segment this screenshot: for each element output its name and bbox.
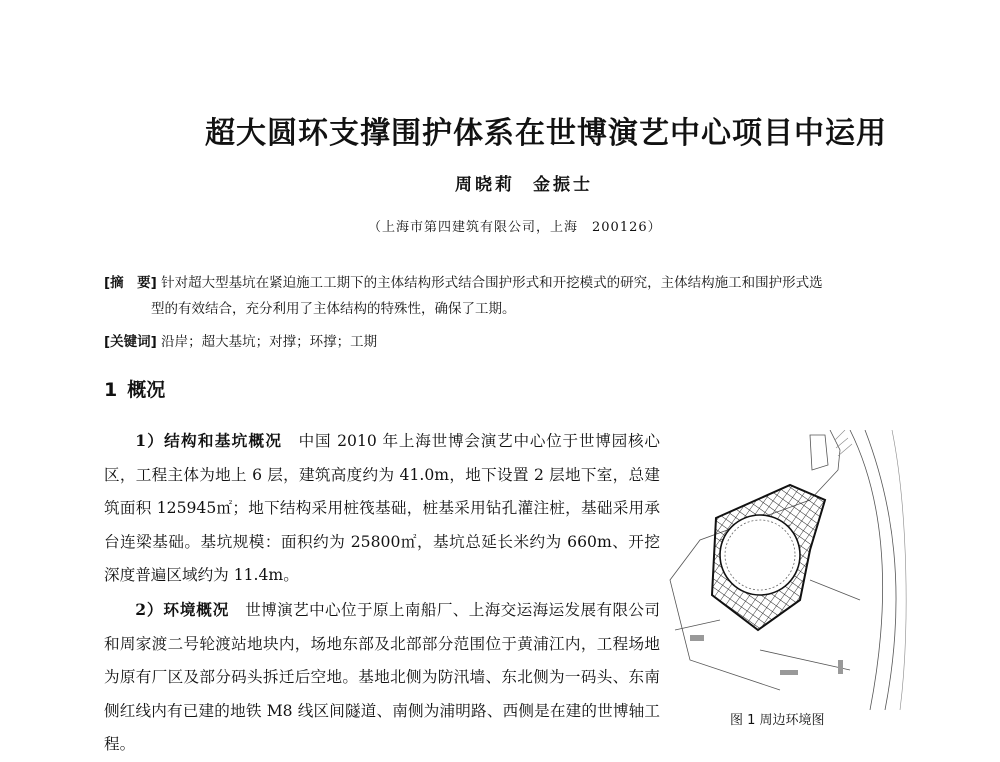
figure-caption: 图 1 周边环境图 [730,713,825,728]
authors [455,170,593,195]
author-name: 周晓莉 [455,175,515,195]
paragraph-heading: 1）结构和基坑概况 [135,431,283,450]
section-title: 概况 [127,379,166,401]
map-labels [690,635,843,675]
abstract-line-2: 型的有效结合，充分利用了主体结构的特殊性，确保了工期。 [151,301,516,317]
keywords [104,330,377,350]
abstract-label: [摘 要] [104,275,157,291]
paragraph-heading: 2）环境概况 [135,599,230,619]
site-plan-drawing [660,430,910,710]
keywords-label: [关键词] [104,334,157,350]
ring-support [720,515,800,595]
paragraph-text: 中国 2010 年上海世博会演艺中心位于世博园核心区，工程主体为地上 6 层，建筑高度约为 41.0m，地下设置 2 层地下室，总建筑面积 125945㎡；地下结构采用桩筏基础，桩基采用钻孔灌注桩，基础采用承台连梁基础。基坑规模：面积约为 25800㎡，基坑总延长米约为 660m、开挖深度普遍区域约为 11.4m。 [104,432,660,585]
body-text [104,424,660,762]
paragraph [104,424,660,593]
keywords-text: 沿岸；超大基坑；对撑；环撑；工期 [161,334,378,350]
river-lines [835,430,906,710]
author-name: 金振士 [533,175,593,195]
abstract-line-1: 针对超大型基坑在紧迫施工工期下的主体结构形式结合围护形式和开挖模式的研究，主体结构施工和围护形式选 [161,275,823,291]
section-heading [104,375,165,402]
paragraph [104,593,660,762]
paragraph-text: 世博演艺中心位于原上南船厂、上海交运海运发展有限公司和周家渡二号轮渡站地块内，场地东部及北部部分范围位于黄浦江内，工程场地为原有厂区及部分码头拆迁后空地。基地北侧为防汛墙、东北侧为一码头、东南侧红线内有已建的地铁 M8 线区间隧道、南侧为浦明路、西侧是在建的世博轴工程。 [104,600,660,754]
site-plan-figure [660,430,910,710]
section-number: 1 [104,379,118,401]
affiliation: （上海市第四建筑有限公司，上海 200126） [368,220,662,235]
paper-title: 超大圆环支撑围护体系在世博演艺中心项目中运用 [205,116,887,151]
abstract [104,270,919,322]
